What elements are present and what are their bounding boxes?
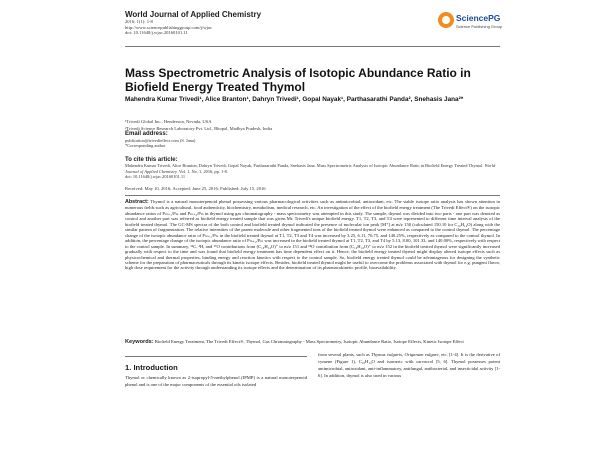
abstract-top-divider (125, 195, 500, 196)
journal-name: World Journal of Applied Chemistry (125, 10, 262, 19)
citation-volume: Vol. 1, No. 1, 2016, pp. 1-8. (178, 168, 228, 174)
author-list: Mahendra Kumar Trivedi¹, Alice Branton¹, Dahryn Trivedi¹, Gopal Nayak¹, Parthasarathi Panda², Snehasis Jana²* (125, 96, 464, 103)
article-dates: Received: May 10, 2016; Accepted: June 25, 2016; Published: July 15, 2016 (125, 186, 266, 191)
keywords-text: Biofield Energy Treatment, The Trivedi Effect®, Thymol, Gas Chromatography - Mass Spectrometry, Isotopic Abundance Ratio, Isotope Effects, Kinetic Isotope Effect (154, 339, 464, 344)
email-heading: Email address: (125, 131, 168, 137)
citation-journal: World Journal of Applied Chemistry. (125, 163, 496, 174)
introduction-left-column: Thymol or chemically known as 2-isopropyl-5-methylphenol (IPMP) is a natural monoterpenoid phenol and is one of the major components of the essential oils isolated (125, 375, 307, 388)
journal-issue: 2016; 1(1): 1-8 (125, 19, 153, 24)
journal-doi[interactable]: doi: 10.11648/j.wjac.20160101.11 (125, 30, 188, 36)
affiliation-2: ²Trivedi Science Research Laboratory Pvt. Ltd., Bhopal, Madhya Pradesh, India (125, 126, 273, 131)
publisher-logo (438, 12, 503, 38)
affiliations (125, 118, 500, 132)
keywords-divider (125, 356, 307, 357)
keywords-label: Keywords: (125, 339, 154, 345)
email-block (125, 138, 195, 149)
introduction-right-column (318, 351, 500, 379)
abstract (125, 199, 500, 271)
intro-right-species: Thymus vulgaris, Origanum vulgare, (371, 352, 440, 357)
citation-heading: To cite this article: (125, 157, 178, 163)
article-title: Mass Spectrometric Analysis of Isotopic Abundance Ratio in Biofield Energy Treated Thymol (125, 66, 471, 94)
header-divider (125, 46, 500, 47)
abstract-text: Thymol is a natural monoterpenoid phenol possessing various pharmacological activities such as antimicrobial, antioxidant, etc. The stable isotope ratio analysis has shown attention in numerous fields such as agricultural, food authenticity, biochemistry, metabolism, medical research, etc. An investigation of the effect of the biofield energy treatment (The Trivedi Effect®) on the isotopic abundance ratios of Pₘ₊₁/Pₘ and Pₘ₊₂/Pₘ in thymol using gas chromatography - mass spectrometry was attempted in this study. The sample, thymol was divided into two parts - one part was denoted as control and another part was referred as biofield energy treated sample that was given Mr. Trivedi's unique biofield energy. T1, T2, T3, and T4 were represented to different time interval analysis of the biofield treated thymol. The GC-MS spectra of the both control and biofield treated thymol indicated the presence of molecular ion peak [M⁺] at m/z 150 (calculated 150.10 for C₁₀H₁₄O) along with the similar pattern of fragmentation. The relative intensities of the parent molecule and other fragmented ions of the biofield treated thymol were enhanced as compared to the control thymol. The percentage change of the isotopic abundance ratio of Pₘ₊₁/Pₘ in the biofield treated thymol at T1, T2, T3 and T4 was increased by 3.25, 6.11, 76.75, and 140.25%, respectively as compared to the control thymol. In addition, the percentage change of the isotopic abundance ratio of Pₘ₊₂/Pₘ was increased in the biofield treated thymol at T1, T2, T3, and T4 by 5.13, 8.00, 101.33, and 140.00%, respectively with respect to the control sample. In summary, ¹³C, ²H, and ¹⁷O contributions from (C₁₀H₁₄O)⁺ to m/z 151 and ¹⁸O contribution from (C₁₀H₁₄O)⁺ to m/z 152 in the biofield treated thymol were significantly increased gradually with respect to the time and was found that biofield energy treatment has time dependent effect on it. Hence, the biofield energy treated thymol might display altered isotope effects such as physicochemical and thermal properties, binding energy and reaction kinetics with respect to the control sample. So, biofield energy treated thymol could be advantageous for designing the synthetic scheme for the preparation of pharmaceuticals through its kinetic isotope effects. Besides, biofield treated thymol might be useful to overcome the problems associated with thymol for e.g. pungent flavor, high dose requirement for the activity through understanding its isotope effects and the determination of its pharmacokinetic profile, bioavailability. (125, 199, 501, 271)
sciencepg-logo-icon (438, 12, 454, 28)
publisher-name: SciencePG (456, 13, 501, 23)
keywords (125, 339, 500, 345)
journal-url[interactable]: http://www.sciencepublishinggroup.com/j/wjac (125, 24, 212, 30)
publisher-tagline: Science Publishing Group (456, 24, 503, 29)
abstract-label: Abstract: (125, 199, 149, 205)
citation-authors-title: Mahendra Kumar Trivedi, Alice Branton, Dahryn Trivedi, Gopal Nayak, Parthasarathi Panda, Snehasis Jana. Mass Spectrometric Analysis of Isotopic Abundance Ratio in Biofield Energy Treated Thymol. (125, 163, 484, 168)
introduction-heading: 1. Introduction (125, 363, 178, 372)
citation-doi[interactable]: doi: 10.11648/j.wjac.20160101.11 (125, 174, 186, 180)
intro-right-prefix: from several plants, such as (318, 352, 370, 357)
citation-text (125, 163, 500, 180)
corresponding-note: *Corresponding author (125, 143, 166, 149)
affiliation-1: ¹Trivedi Global Inc., Henderson, Nevada, USA (125, 119, 212, 124)
email-address[interactable]: publication@trivedieffect.com (S. Jana) (125, 138, 196, 143)
intro-right-text: etc. [1-4]. It is the derivative of cymene (Figure 1), C₁₀H₁₄O and isomeric with carvacrol [5, 6]. Thymol possesses potent antimicrobial, antioxidant, anti-inflammatory, antifungal, antibacterial, and insecticidal activity [1-6]. In addition, thymol is also used in various (318, 352, 500, 379)
